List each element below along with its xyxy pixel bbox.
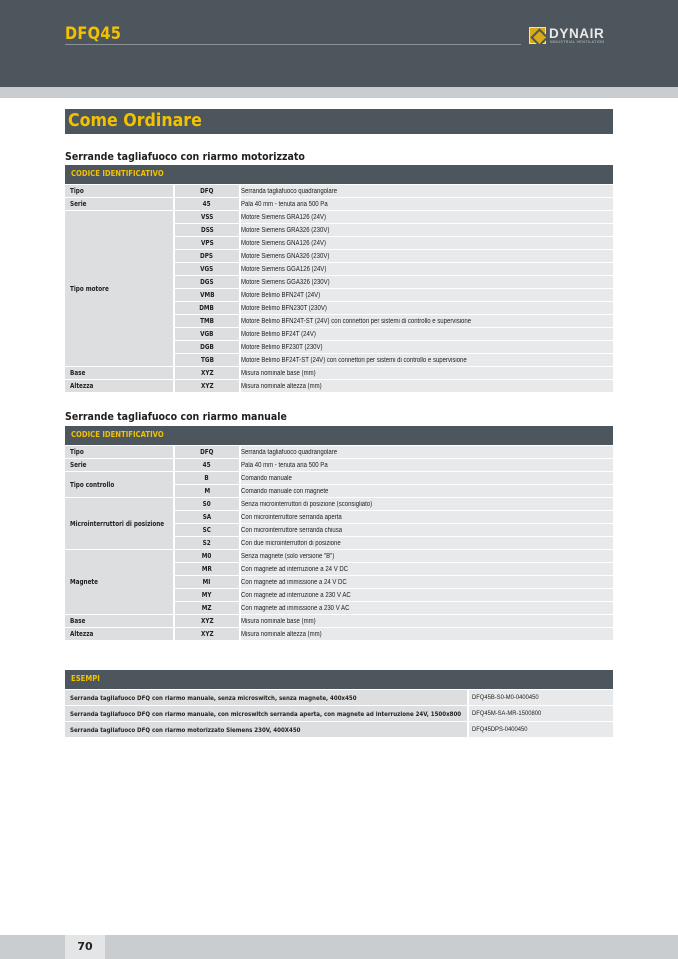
example-row bbox=[65, 722, 613, 737]
motorized-table-body bbox=[65, 184, 613, 393]
table-category: Altezza bbox=[65, 380, 173, 392]
table-category: Tipo bbox=[65, 446, 173, 458]
table-description: Serranda tagliafuoco quadrangolare bbox=[241, 185, 613, 197]
table-description: Senza magnete (solo versione "B") bbox=[241, 550, 613, 562]
table-category: Serie bbox=[65, 459, 173, 471]
table-description: Con magnete ad immissione a 24 V DC bbox=[241, 576, 613, 588]
table-category: Altezza bbox=[65, 628, 173, 640]
example-row bbox=[65, 706, 613, 721]
table-code: DGS bbox=[175, 276, 239, 288]
table-code: VMB bbox=[175, 289, 239, 301]
table-description: Motore Siemens GRA326 (230V) bbox=[241, 224, 613, 236]
table-code: M bbox=[175, 485, 239, 497]
table-description: Serranda tagliafuoco quadrangolare bbox=[241, 446, 613, 458]
table-description: Motore Siemens GNA326 (230V) bbox=[241, 250, 613, 262]
table-code: MY bbox=[175, 589, 239, 601]
table-code: VPS bbox=[175, 237, 239, 249]
table-description: Comando manuale bbox=[241, 472, 613, 484]
page-footer bbox=[0, 935, 678, 959]
table-code: S2 bbox=[175, 537, 239, 549]
table-code: B bbox=[175, 472, 239, 484]
dynair-logo-mark-icon bbox=[529, 27, 546, 44]
table-description: Pala 40 mm - tenuta aria 500 Pa bbox=[241, 198, 613, 210]
page-number: 70 bbox=[77, 940, 93, 953]
table-description: Motore Belimo BFN230T (230V) bbox=[241, 302, 613, 314]
example-description: Serranda tagliafuoco DFQ con riarmo manuale, con microswitch serranda aperta, con magnete ad interruzione 24V, 1500x800 bbox=[65, 706, 467, 721]
table-code: XYZ bbox=[175, 615, 239, 627]
table-category: Base bbox=[65, 615, 173, 627]
example-code: DFQ45B-S0-M0-0400450 bbox=[469, 690, 613, 705]
table-code: M0 bbox=[175, 550, 239, 562]
table-description: Con magnete ad immissione a 230 V AC bbox=[241, 602, 613, 614]
table-code: 45 bbox=[175, 198, 239, 210]
table-description: Con microinterruttore serranda aperta bbox=[241, 511, 613, 523]
table-description: Motore Belimo BFN24T-ST (24V) con connettori per sistemi di controllo e supervisione bbox=[241, 315, 613, 327]
table-description: Motore Siemens GGA126 (24V) bbox=[241, 263, 613, 275]
table-code: VGS bbox=[175, 263, 239, 275]
page-header bbox=[0, 0, 678, 87]
header-subband bbox=[0, 87, 678, 98]
table-code: TGB bbox=[175, 354, 239, 366]
manual-table-body bbox=[65, 445, 613, 641]
manual-heading: Serrande tagliafuoco con riarmo manuale bbox=[65, 410, 287, 423]
table-code: 45 bbox=[175, 459, 239, 471]
table-code: XYZ bbox=[175, 367, 239, 379]
motorized-heading: Serrande tagliafuoco con riarmo motorizzato bbox=[65, 150, 305, 163]
table-code: S0 bbox=[175, 498, 239, 510]
table-description: Con microinterruttore serranda chiusa bbox=[241, 524, 613, 536]
examples-table bbox=[65, 670, 613, 738]
table-description: Misura nominale altezza (mm) bbox=[241, 380, 613, 392]
table-description: Motore Siemens GGA326 (230V) bbox=[241, 276, 613, 288]
table-code: XYZ bbox=[175, 628, 239, 640]
example-description: Serranda tagliafuoco DFQ con riarmo motorizzato Siemens 230V, 400X450 bbox=[65, 722, 467, 737]
table-code: MZ bbox=[175, 602, 239, 614]
table-description: Motore Belimo BF24T-ST (24V) con connettori per sistemi di controllo e supervisione bbox=[241, 354, 613, 366]
header-divider bbox=[65, 44, 521, 45]
table-description: Con due microinterruttori di posizione bbox=[241, 537, 613, 549]
manual-table-header: CODICE IDENTIFICATIVO bbox=[65, 426, 613, 445]
table-code: DFQ bbox=[175, 185, 239, 197]
table-description: Motore Siemens GNA126 (24V) bbox=[241, 237, 613, 249]
table-description: Motore Belimo BF230T (230V) bbox=[241, 341, 613, 353]
table-description: Comando manuale con magnete bbox=[241, 485, 613, 497]
table-category: Tipo controllo bbox=[65, 472, 173, 497]
table-category: Magnete bbox=[65, 550, 173, 614]
table-category: Microinterruttori di posizione bbox=[65, 498, 173, 549]
table-description: Misura nominale altezza (mm) bbox=[241, 628, 613, 640]
table-description: Misura nominale base (mm) bbox=[241, 367, 613, 379]
manual-code-table bbox=[65, 426, 613, 641]
table-code: SC bbox=[175, 524, 239, 536]
table-category: Serie bbox=[65, 198, 173, 210]
table-category: Base bbox=[65, 367, 173, 379]
table-code: SA bbox=[175, 511, 239, 523]
examples-header: ESEMPI bbox=[65, 670, 613, 689]
dynair-logo bbox=[529, 27, 619, 45]
table-code: XYZ bbox=[175, 380, 239, 392]
table-description: Misura nominale base (mm) bbox=[241, 615, 613, 627]
motorized-code-table bbox=[65, 165, 613, 393]
table-description: Motore Belimo BFN24T (24V) bbox=[241, 289, 613, 301]
logo-subtext: INDUSTRIAL VENTILATION bbox=[550, 40, 605, 44]
table-code: VSS bbox=[175, 211, 239, 223]
table-category: Tipo bbox=[65, 185, 173, 197]
example-description: Serranda tagliafuoco DFQ con riarmo manuale, senza microswitch, senza magnete, 400x450 bbox=[65, 690, 467, 705]
table-code: DPS bbox=[175, 250, 239, 262]
table-description: Con magnete ad interruzione a 24 V DC bbox=[241, 563, 613, 575]
table-code: DSS bbox=[175, 224, 239, 236]
example-code: DFQ45DPS-0400450 bbox=[469, 722, 613, 737]
example-code: DFQ45M-SA-MR-1500800 bbox=[469, 706, 613, 721]
section-title-bar bbox=[65, 109, 613, 134]
table-code: MI bbox=[175, 576, 239, 588]
table-description: Pala 40 mm - tenuta aria 500 Pa bbox=[241, 459, 613, 471]
table-description: Senza microinterruttori di posizione (sconsigliato) bbox=[241, 498, 613, 510]
table-description: Motore Belimo BF24T (24V) bbox=[241, 328, 613, 340]
table-code: TMB bbox=[175, 315, 239, 327]
example-row bbox=[65, 690, 613, 705]
table-code: VGB bbox=[175, 328, 239, 340]
table-category: Tipo motore bbox=[65, 211, 173, 366]
motorized-table-header: CODICE IDENTIFICATIVO bbox=[65, 165, 613, 184]
product-title: DFQ45 bbox=[65, 24, 122, 44]
examples-body bbox=[65, 690, 613, 737]
table-code: DFQ bbox=[175, 446, 239, 458]
table-code: MR bbox=[175, 563, 239, 575]
table-description: Con magnete ad interruzione a 230 V AC bbox=[241, 589, 613, 601]
logo-text: DYNAIR bbox=[549, 26, 605, 41]
table-description: Motore Siemens GRA126 (24V) bbox=[241, 211, 613, 223]
table-code: DGB bbox=[175, 341, 239, 353]
section-title: Come Ordinare bbox=[68, 110, 202, 131]
table-code: DMB bbox=[175, 302, 239, 314]
